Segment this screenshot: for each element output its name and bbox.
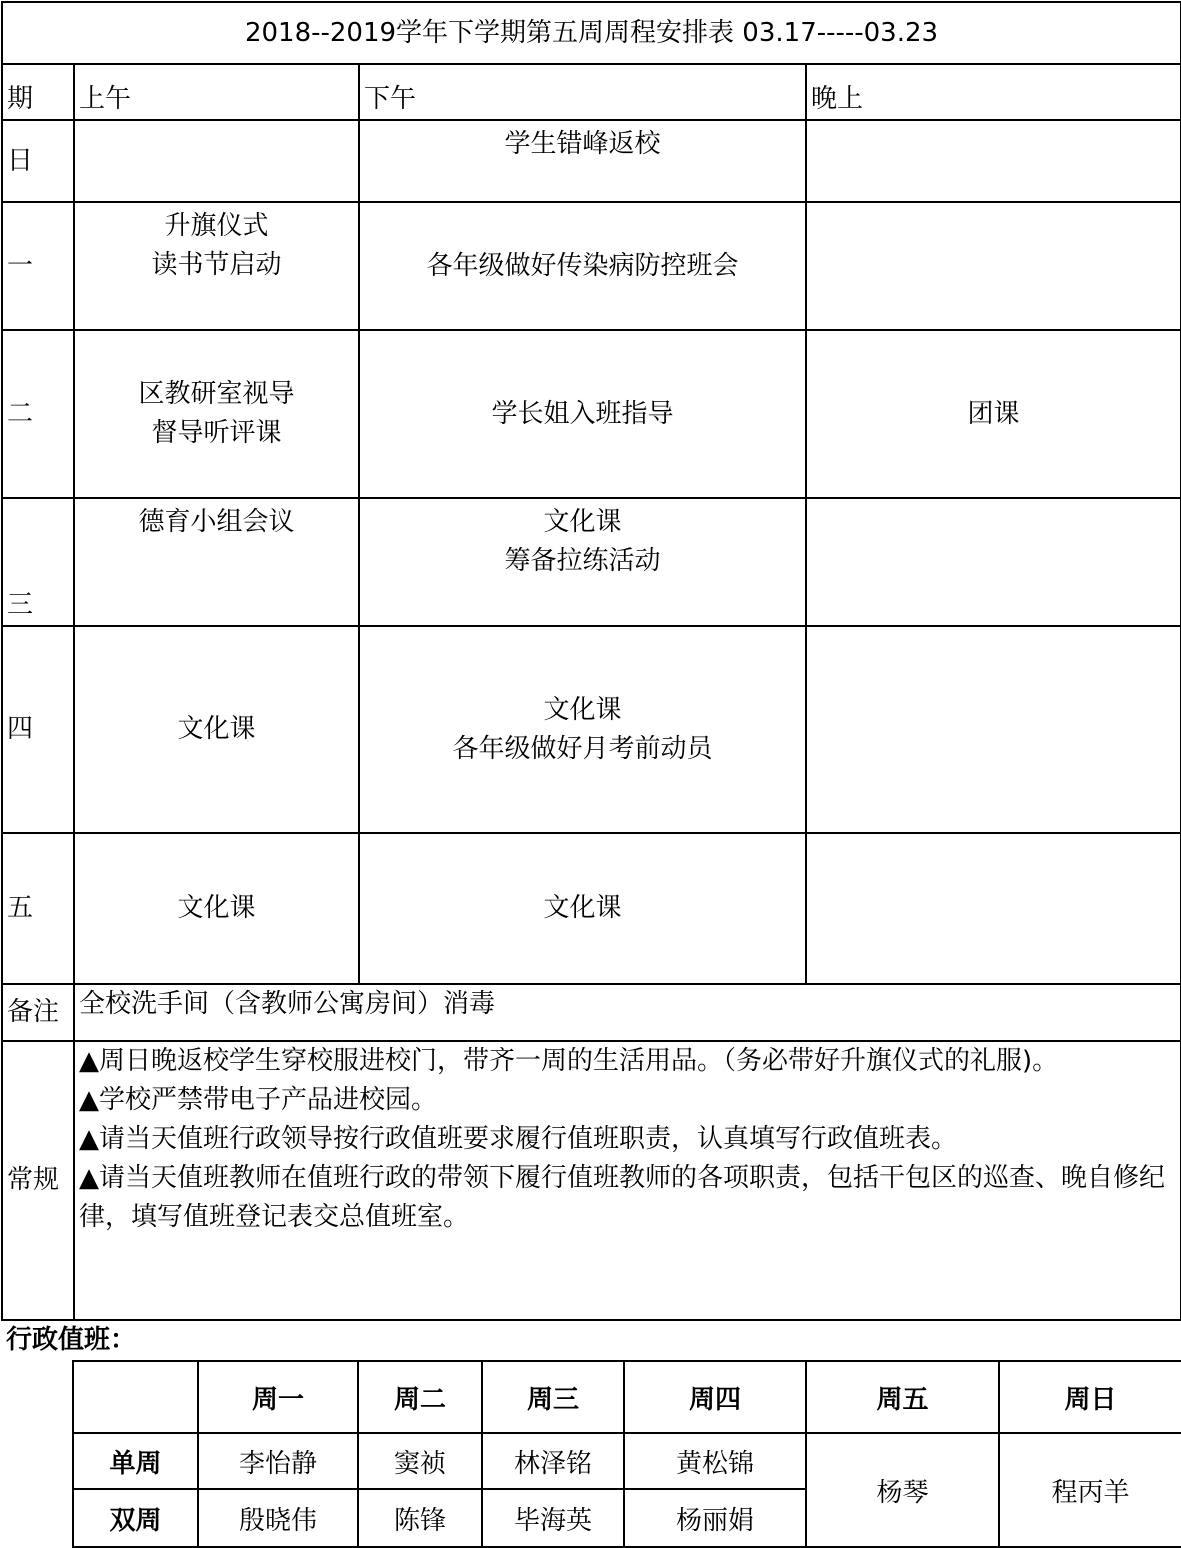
duty-day-header: 周一	[198, 1361, 358, 1433]
duty-person: 黄松锦	[624, 1433, 806, 1489]
duty-person: 李怡静	[198, 1433, 358, 1489]
afternoon-cell: 文化课 各年级做好月考前动员	[359, 626, 806, 833]
morning-cell: 文化课	[74, 833, 359, 984]
evening-cell	[806, 202, 1181, 330]
page-title: 2018--2019学年下学期第五周周程安排表 03.17-----03.23	[2, 2, 1181, 64]
evening-cell	[806, 498, 1181, 626]
duty-person: 陈锋	[358, 1489, 482, 1547]
duty-person: 杨丽娟	[624, 1489, 806, 1547]
duty-person: 殷晓伟	[198, 1489, 358, 1547]
morning-cell: 德育小组会议	[74, 498, 359, 626]
afternoon-cell: 学长姐入班指导	[359, 330, 806, 498]
header-afternoon: 下午	[359, 64, 806, 120]
day-label: 二	[2, 330, 74, 498]
remarks-label: 备注	[2, 984, 74, 1041]
afternoon-cell: 文化课 筹备拉练活动	[359, 498, 806, 626]
morning-cell: 文化课	[74, 626, 359, 833]
day-label: 一	[2, 202, 74, 330]
duty-day-header: 周二	[358, 1361, 482, 1433]
day-label: 日	[2, 120, 74, 202]
header-morning: 上午	[74, 64, 359, 120]
morning-cell: 区教研室视导 督导听评课	[74, 330, 359, 498]
row-monday	[2, 202, 1181, 330]
duty-header-row	[73, 1361, 1181, 1433]
day-label: 五	[2, 833, 74, 984]
afternoon-cell: 学生错峰返校	[359, 120, 806, 202]
evening-cell	[806, 626, 1181, 833]
duty-person-friday: 杨琴	[806, 1433, 999, 1547]
evening-cell	[806, 833, 1181, 984]
day-label: 四	[2, 626, 74, 833]
duty-section-title: 行政值班：	[6, 1325, 137, 1355]
duty-single-week-row	[73, 1433, 1181, 1489]
schedule-table	[1, 1, 1181, 1321]
row-friday	[2, 833, 1181, 984]
single-week-label: 单周	[73, 1433, 198, 1489]
duty-day-header: 周三	[482, 1361, 624, 1433]
day-label: 三	[2, 498, 74, 626]
duty-day-header: 周日	[999, 1361, 1181, 1433]
duty-person: 林泽铭	[482, 1433, 624, 1489]
double-week-label: 双周	[73, 1489, 198, 1547]
evening-cell: 团课	[806, 330, 1181, 498]
morning-cell: 升旗仪式 读书节启动	[74, 202, 359, 330]
duty-corner-cell	[73, 1361, 198, 1433]
duty-person: 窦祯	[358, 1433, 482, 1489]
header-evening: 晚上	[806, 64, 1181, 120]
routine-text: ▲周日晚返校学生穿校服进校门，带齐一周的生活用品。（务必带好升旗仪式的礼服)。 ▲学校严禁带电子产品进校园。 ▲请当天值班行政领导按行政值班要求履行值班职责，认真填写行政值班表。 ▲请当天值班教师在值班行政的带领下履行值班教师的各项职责，包括干包区的巡查、晚自修纪律，填写值班登记表交总值班室。	[74, 1041, 1181, 1320]
duty-person-sunday: 程丙羊	[999, 1433, 1181, 1547]
remarks-text: 全校洗手间（含教师公寓房间）消毒	[74, 984, 1181, 1041]
evening-cell	[806, 120, 1181, 202]
duty-day-header: 周四	[624, 1361, 806, 1433]
afternoon-cell: 文化课	[359, 833, 806, 984]
header-period: 期	[2, 64, 74, 120]
row-sunday	[2, 120, 1181, 202]
morning-cell	[74, 120, 359, 202]
row-thursday	[2, 626, 1181, 833]
afternoon-cell: 各年级做好传染病防控班会	[359, 202, 806, 330]
row-tuesday	[2, 330, 1181, 498]
duty-day-header: 周五	[806, 1361, 999, 1433]
routine-label: 常规	[2, 1041, 74, 1320]
row-wednesday	[2, 498, 1181, 626]
row-remarks	[2, 984, 1181, 1041]
duty-person: 毕海英	[482, 1489, 624, 1547]
row-routine	[2, 1041, 1181, 1320]
duty-table	[72, 1360, 1181, 1548]
